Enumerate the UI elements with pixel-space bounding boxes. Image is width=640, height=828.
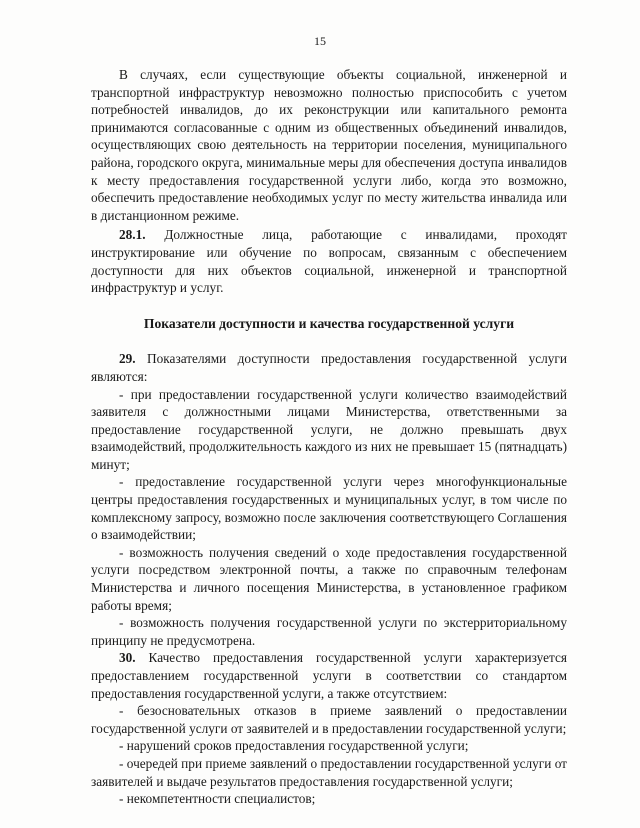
list-item: - возможность получения сведений о ходе предоставления государственной услуги посредством электронной почты, а также по справочным телефонам Министерства и личного посещения Министерства, в установленное графиком работы время;: [91, 544, 567, 613]
section-heading: Показатели доступности и качества государственной услуги: [143, 315, 515, 331]
list-item: - при предоставлении государственной услуги количество взаимодействий заявителя с должностными лицами Министерства, ответственными за предоставление государственной услуги, не должно превышать двух взаимодействий, продолжительность каждого из них не превышает 15 (пятнадцать) минут;: [91, 386, 567, 472]
clause-text: Показателями доступности предоставления государственной услуги являются:: [91, 351, 567, 384]
clause-text: Должностные лица, работающие с инвалидами, проходят инструктирование или обучение по вопросам, связанным с обеспечением доступности для них объектов социальной, инженерной и транспортной инфраструктур и услуг.: [91, 227, 567, 296]
clause-number: 30.: [119, 650, 136, 666]
list-item: - нарушений сроков предоставления государственной услуги;: [119, 738, 469, 754]
list-item: - предоставление государственной услуги через многофункциональные центры предоставления государственных и муниципальных услуг, в том числе по комплексному запросу, возможно после заключения соответствующего Соглашения о взаимодействии;: [91, 474, 567, 543]
clause-number: 29.: [119, 351, 136, 367]
paragraph-accessibility-measures: В случаях, если существующие объекты социальной, инженерной и транспортной инфраструктур невозможно полностью приспособить с учетом потребностей инвалидов, до их реконструкции или капитального ремонта принимаются согласованные с одним из общественных объединений инвалидов, осуществляющих свою деятельность на территории поселения, муниципального района, городского округа, минимальные меры для обеспечения доступа инвалидов к месту предоставления государственной услуги либо, когда это возможно, обеспечить предоставление необходимых услуг по месту жительства инвалида или в дистанционном режиме.: [91, 67, 567, 223]
list-item: - очередей при приеме заявлений о предоставлении государственной услуги от заявителей и выдаче результатов предоставления государственной услуги;: [91, 755, 567, 789]
paragraph-30: [91, 649, 567, 702]
document-body: [91, 66, 567, 808]
paragraph-29: [91, 350, 567, 385]
list-item: - некомпетентности специалистов;: [119, 791, 316, 807]
clause-number: 28.1.: [119, 227, 146, 243]
list-item: - безосновательных отказов в приеме заявлений о предоставлении государственной услуги от заявителей и в предоставлении государственной услуги;: [91, 703, 567, 736]
clause-text: Качество предоставления государственной услуги характеризуется предоставлением государственной услуги в соответствии со стандартом предоставления государственной услуги, а также отсутствием:: [91, 650, 567, 701]
paragraph-28-1: [91, 226, 567, 296]
list-item: - возможность получения государственной услуги по экстерриториальному принципу не предусмотрена.: [91, 615, 567, 648]
page-number: 15: [314, 34, 326, 48]
